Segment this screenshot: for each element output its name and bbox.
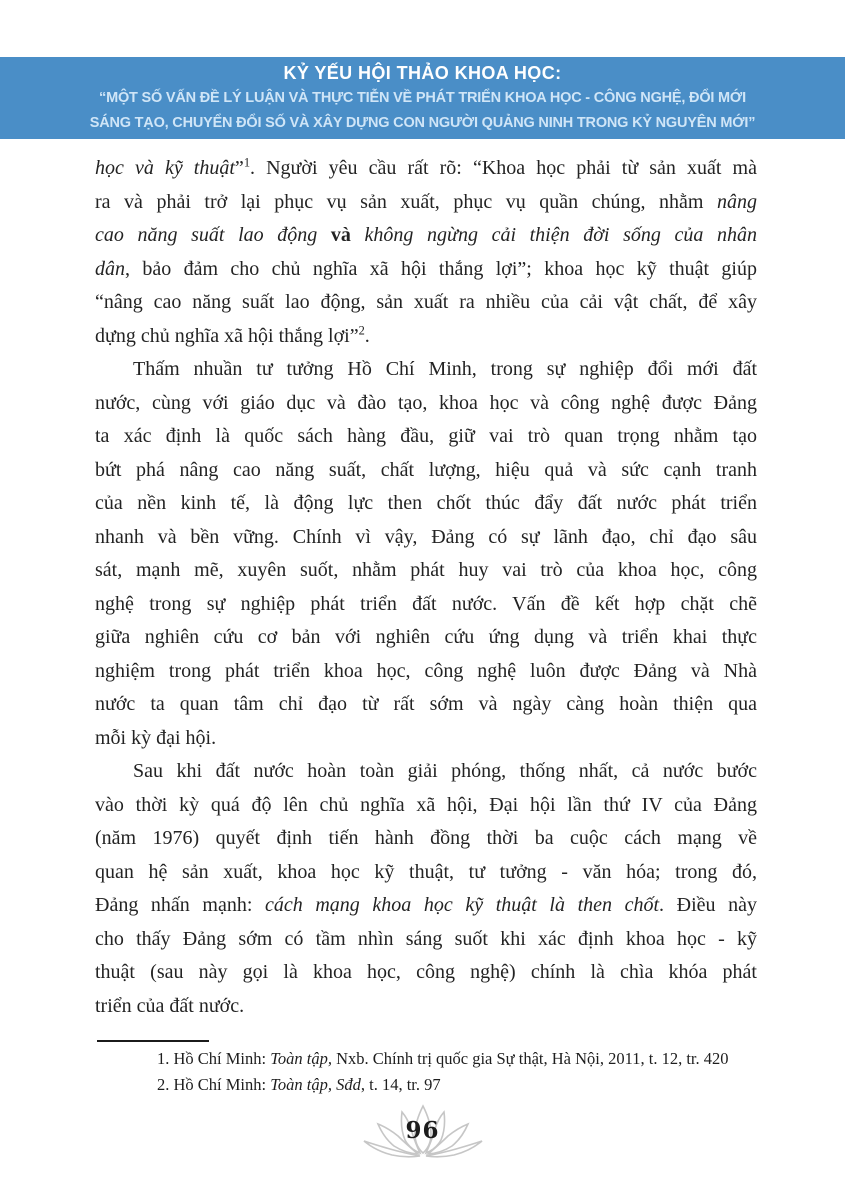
body-text-line: triển của đất nước.: [95, 994, 245, 1017]
footnote-line: 1. Hồ Chí Minh: Toàn tập, Nxb. Chính trị quốc gia Sự thật, Hà Nội, 2011, t. 12, tr. 420: [157, 1049, 729, 1068]
body-text-line: của nền kinh tế, là động lực then chốt thúc đẩy đất nước phát triển: [95, 492, 757, 514]
body-text-line: ra và phải trở lại phục vụ sản xuất, phục vụ quần chúng, nhằm nâng: [95, 190, 757, 213]
body-text-line: sát, mạnh mẽ, xuyên suốt, nhằm phát huy vai trò của khoa học, công: [95, 559, 757, 581]
header-band: [0, 57, 845, 139]
body-text-line: Thấm nhuần tư tưởng Hồ Chí Minh, trong sự nghiệp đổi mới đất: [133, 358, 757, 380]
body-text-line: cao năng suất lao động và không ngừng cải thiện đời sống của nhân: [95, 224, 757, 246]
body-text-line: vào thời kỳ quá độ lên chủ nghĩa xã hội, Đại hội lần thứ IV của Đảng: [95, 793, 757, 816]
body-text-line: mỗi kỳ đại hội.: [95, 726, 217, 749]
body-text-line: dân, bảo đảm cho chủ nghĩa xã hội thắng lợi”; khoa học kỹ thuật giúp: [95, 257, 757, 280]
body-text-line: thuật (sau này gọi là khoa học, công nghệ) chính là chìa khóa phát: [95, 961, 757, 983]
body-text-line: Sau khi đất nước hoàn toàn giải phóng, thống nhất, cả nước bước: [133, 760, 757, 782]
body-text: [95, 152, 757, 1023]
body-text-line: (năm 1976) quyết định tiến hành đồng thời ba cuộc cách mạng về: [95, 827, 757, 849]
footnote-line: 2. Hồ Chí Minh: Toàn tập, Sđd, t. 14, tr. 97: [157, 1075, 441, 1094]
footnote-separator: [97, 1040, 209, 1042]
conference-title: KỶ YẾU HỘI THẢO KHOA HỌC:: [283, 63, 562, 83]
body-text-line: dựng chủ nghĩa xã hội thắng lợi”$^2$.: [95, 322, 370, 347]
body-text-line: nhanh và bền vững. Chính vì vậy, Đảng có sự lãnh đạo, chỉ đạo sâu: [95, 525, 757, 548]
footnotes: [95, 1046, 785, 1098]
body-text-line: nghiệm trong phát triển khoa học, công nghệ luôn được Đảng và Nhà: [95, 659, 757, 682]
body-text-line: Đảng nhấn mạnh: cách mạng khoa học kỹ thuật là then chốt. Điều này: [95, 894, 758, 916]
body-text-line: quan hệ sản xuất, khoa học kỹ thuật, tư tưởng - văn hóa; trong đó,: [95, 860, 757, 883]
conference-subtitle-line1: “MỘT SỐ VẤN ĐỀ LÝ LUẬN VÀ THỰC TIỄN VỀ PHÁT TRIỂN KHOA HỌC - CÔNG NGHỆ, ĐỔI MỚI: [99, 90, 746, 106]
body-text-line: nước, cùng với giáo dục và đào tạo, khoa học và công nghệ được Đảng: [95, 391, 757, 414]
body-text-line: giữa nghiên cứu cơ bản với nghiên cứu ứng dụng và triển khai thực: [95, 626, 757, 648]
body-text-line: “nâng cao năng suất lao động, sản xuất ra nhiều của cải vật chất, để xây: [95, 291, 757, 313]
body-text-line: bứt phá nâng cao năng suất, chất lượng, hiệu quả và sức cạnh tranh: [95, 458, 757, 481]
conference-subtitle-line2: SÁNG TẠO, CHUYỂN ĐỔI SỐ VÀ XÂY DỰNG CON NGƯỜI QUẢNG NINH TRONG KỶ NGUYÊN MỚI”: [89, 115, 756, 131]
body-text-line: nghệ trong sự nghiệp phát triển đất nước. Vấn đề kết hợp chặt chẽ: [95, 592, 757, 615]
body-text-line: ta xác định là quốc sách hàng đầu, giữ vai trò quan trọng nhằm tạo: [95, 425, 757, 447]
body-text-line: học và kỹ thuật”$^1$. Người yêu cầu rất rõ: “Khoa học phải từ sản xuất mà: [95, 155, 757, 179]
body-text-line: cho thấy Đảng sớm có tầm nhìn sáng suốt khi xác định khoa học - kỹ: [95, 927, 757, 950]
body-text-line: nước ta quan tâm chỉ đạo từ rất sớm và ngày càng hoàn thiện qua: [95, 693, 757, 715]
page-number: 96: [405, 1117, 440, 1144]
